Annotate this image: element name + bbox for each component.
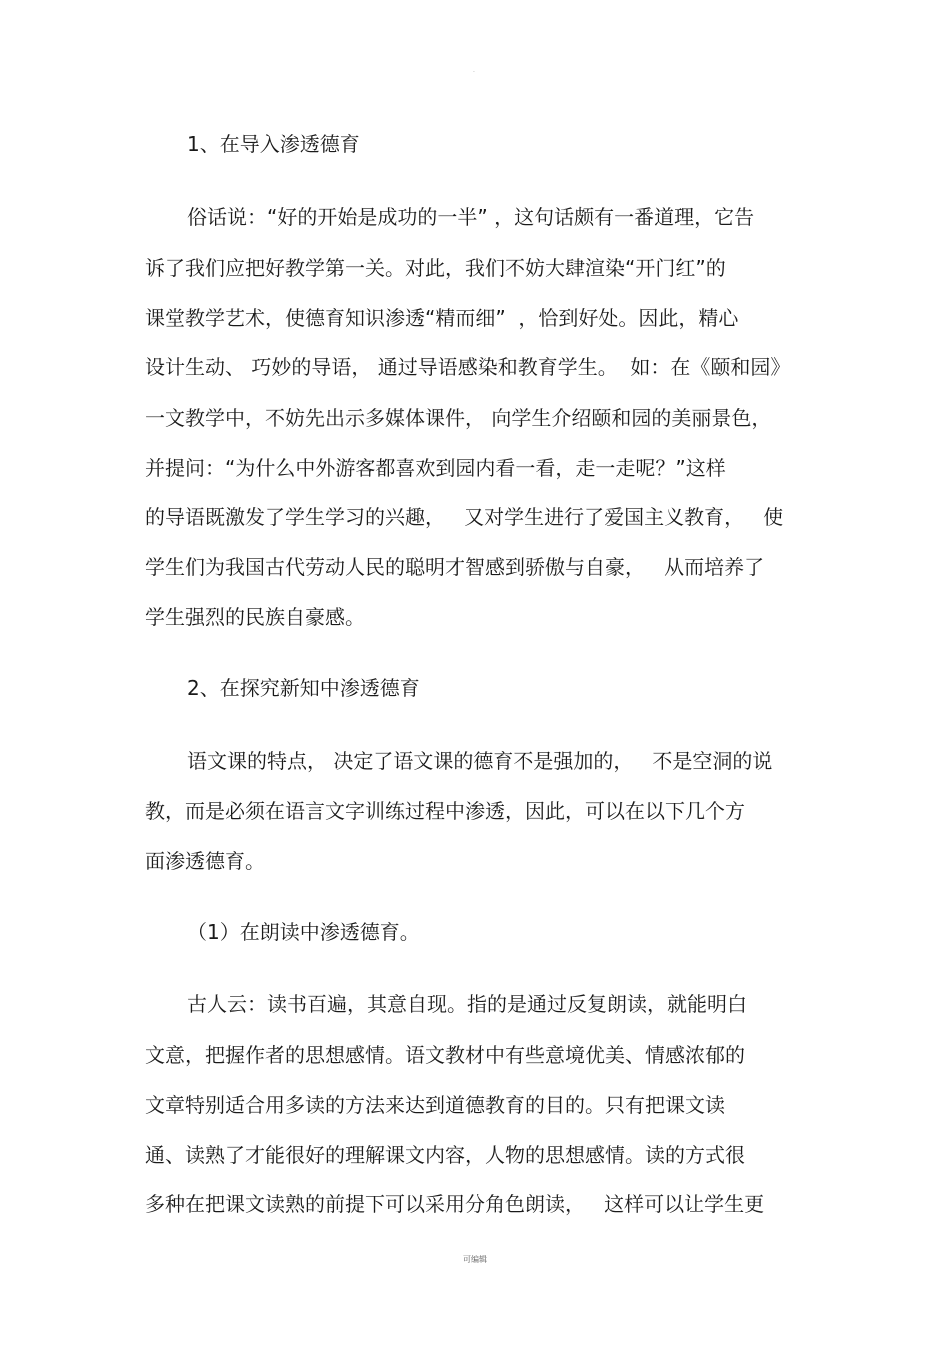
paragraph-line: 古人云：读书百遍，其意自现。指的是通过反复朗读，就能明白: [187, 992, 747, 1016]
top-mark: ·: [473, 69, 475, 76]
paragraph-line: 学生们为我国古代劳动人民的聪明才智感到骄傲与自豪， 从而培养了: [145, 555, 765, 579]
paragraph-line: 教，而是必须在语言文字训练过程中渗透，因此，可以在以下几个方: [145, 799, 745, 823]
heading-1: 1、在导入渗透德育: [187, 132, 360, 156]
paragraph-line: 文章特别适合用多读的方法来达到道德教育的目的。只有把课文读: [145, 1093, 725, 1117]
paragraph-line: 课堂教学艺术，使德育知识渗透“精而细” ，恰到好处。因此，精心: [145, 306, 739, 330]
paragraph-line: 并提问：“为什么中外游客都喜欢到园内看一看，走一走呢？”这样: [145, 456, 726, 480]
paragraph-line: 通、读熟了才能很好的理解课文内容，人物的思想感情。读的方式很: [145, 1143, 745, 1167]
footer-label: 可编辑: [463, 1255, 487, 1264]
subheading-1: （1）在朗读中渗透德育。: [187, 920, 420, 944]
paragraph-line: 文意，把握作者的思想感情。语文教材中有些意境优美、情感浓郁的: [145, 1043, 745, 1067]
paragraph-line: 学生强烈的民族自豪感。: [145, 605, 365, 629]
paragraph-line: 俗话说：“好的开始是成功的一半” ，这句话颇有一番道理，它告: [187, 205, 755, 229]
paragraph-line: 一文教学中，不妨先出示多媒体课件， 向学生介绍颐和园的美丽景色，: [145, 406, 772, 430]
paragraph-line: 面渗透德育。: [145, 849, 265, 873]
heading-2: 2、在探究新知中渗透德育: [187, 676, 420, 700]
paragraph-line: 的导语既激发了学生学习的兴趣， 又对学生进行了爱国主义教育， 使: [145, 505, 784, 529]
paragraph-line: 设计生动、 巧妙的导语， 通过导语感染和教育学生。 如：在《颐和园》: [145, 355, 791, 379]
paragraph-line: 诉了我们应把好教学第一关。对此，我们不妨大肆渲染“开门红”的: [145, 256, 726, 280]
paragraph-line: 语文课的特点， 决定了语文课的德育不是强加的， 不是空洞的说: [187, 749, 773, 773]
paragraph-line: 多种在把课文读熟的前提下可以采用分角色朗读， 这样可以让学生更: [145, 1192, 765, 1216]
